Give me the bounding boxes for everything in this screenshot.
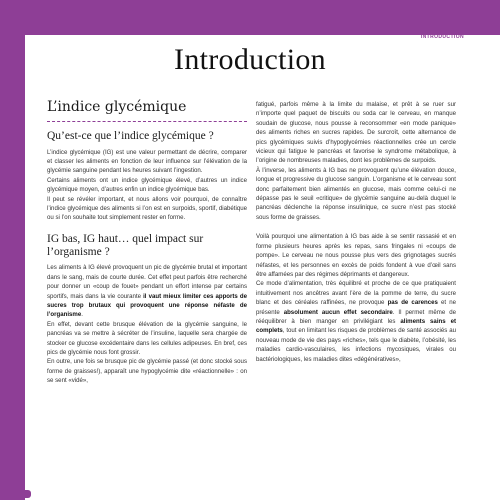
paragraph: Certains aliments ont un indice glycémique élevé, d’autres un indice glycémique moyen, d’autres enfin un indice glycémique bas.: [47, 176, 247, 194]
paragraph: fatigué, parfois même à la limite du malaise, et prêt à se ruer sur n’importe quel paquet de biscuits ou soda car le cerveau, en manque soudain de glucose, nous pousse à reconsommer «en mode panique» des aliments riches en sucres rapides. De surcroît, cette alternance de pics glycémiques suivis d’hypoglycémies réactionnelles crée un cercle vicieux qui fatigue le pancréas et favorise le syndrome métabolique, à l’origine de nombreuses maladies, dont les problèmes de surpoids.: [256, 101, 456, 165]
paragraph: Voilà pourquoi une alimentation à IG bas aide à se sentir rassasié et en forme plusieurs heures après les repas, sans fringales ni «coups de pompe». Le cerveau ne nous pousse plus vers des grignotages sucrés néfastes, et les personnes en excès de poids fondent à vue d’œil sans être affamées par des régimes déprimants et dangereux.: [256, 233, 456, 278]
paragraph: Les aliments à IG élevé provoquent un pic de glycémie brutal et important dans le sang, mais de courte durée. Cet effet peut parfois être recherché pour donner un «coup de fouet» pendant un effort intense par certains sportifs, mais dans la vie courante il vaut mieux limiter ces apports de sucres trop brutaux qui provoquent une réponse néfaste de l’organisme.: [47, 264, 247, 319]
paragraph: L’indice glycémique (IG) est une valeur permettant de décrire, comparer et classer les aliments en fonction de leur influence sur l’élévation de la glycémie sanguine pendant les heures suivant l’ingestion.: [47, 148, 247, 175]
subheading-impact: IG bas, IG haut… quel impact sur l’organisme ?: [47, 232, 204, 259]
paragraph: En effet, devant cette brusque élévation de la glycémie sanguine, le pancréas va se mettre à sécréter de l’insuline, laquelle sera chargée de stocker ce glucose excédentaire dans les cellules adipeuses. En bref, ces pics de glycémie nous font grossir.: [47, 320, 247, 356]
chapter-title: Introduction: [174, 43, 326, 76]
section-title: L’indice glycémique: [47, 99, 187, 115]
left-column: [47, 100, 247, 386]
right-column: [256, 100, 456, 364]
paragraph: À l’inverse, les aliments à IG bas ne provoquent qu’une élévation douce, longue et progressive du glucose sanguin. L’organisme et le cerveau sont donc parfaitement bien alimentés en glucose, mais comme celui-ci ne dépasse pas le seuil «critique» de glycémie sanguine au-delà duquel le pancréas déclenche la réponse insulinique, ce sucre n’est pas stocké sous forme de graisses.: [256, 166, 456, 221]
subheading-what-is-ig: Qu’est-ce que l’indice glycémique ?: [47, 130, 214, 143]
running-header: INTRODUCTION: [420, 34, 464, 40]
paragraph: Il peut se révéler important, et nous allons voir pourquoi, de connaître l’indice glycémique des aliments si l’on est en surpoids, sportif, diabétique ou si l’on souhaite tout simplement rester en forme.: [47, 195, 247, 222]
paragraph: En outre, une fois se brusque pic de glycémie passé (et donc stocké sous forme de graisses!), apparaît une hypoglycémie dite «réactionnelle» : on se sent «vidé»,: [47, 358, 247, 385]
paragraph: Ce mode d’alimentation, très équilibré et proche de ce que pratiquaient intuitivement nos ancêtres avant l’ère de la pomme de terre, du sucre blanc et des céréales raffinées, ne provoque pas de carences et ne présente absolument aucun effet secondaire. Il permet même de rééquilibrer à bien manger en privilégiant les aliments sains et complets, tout en limitant les risques de problèmes de santé associés au nouveau mode de vie des pays «riches», tels que le diabète, l’obésité, les maladies cardio-vasculaires, les infections mycosiques, virales ou bactériologiques, les maladies dites «dégénératives»,: [256, 280, 456, 363]
page-number-tab: [24, 490, 31, 498]
section-rule: [47, 121, 247, 122]
